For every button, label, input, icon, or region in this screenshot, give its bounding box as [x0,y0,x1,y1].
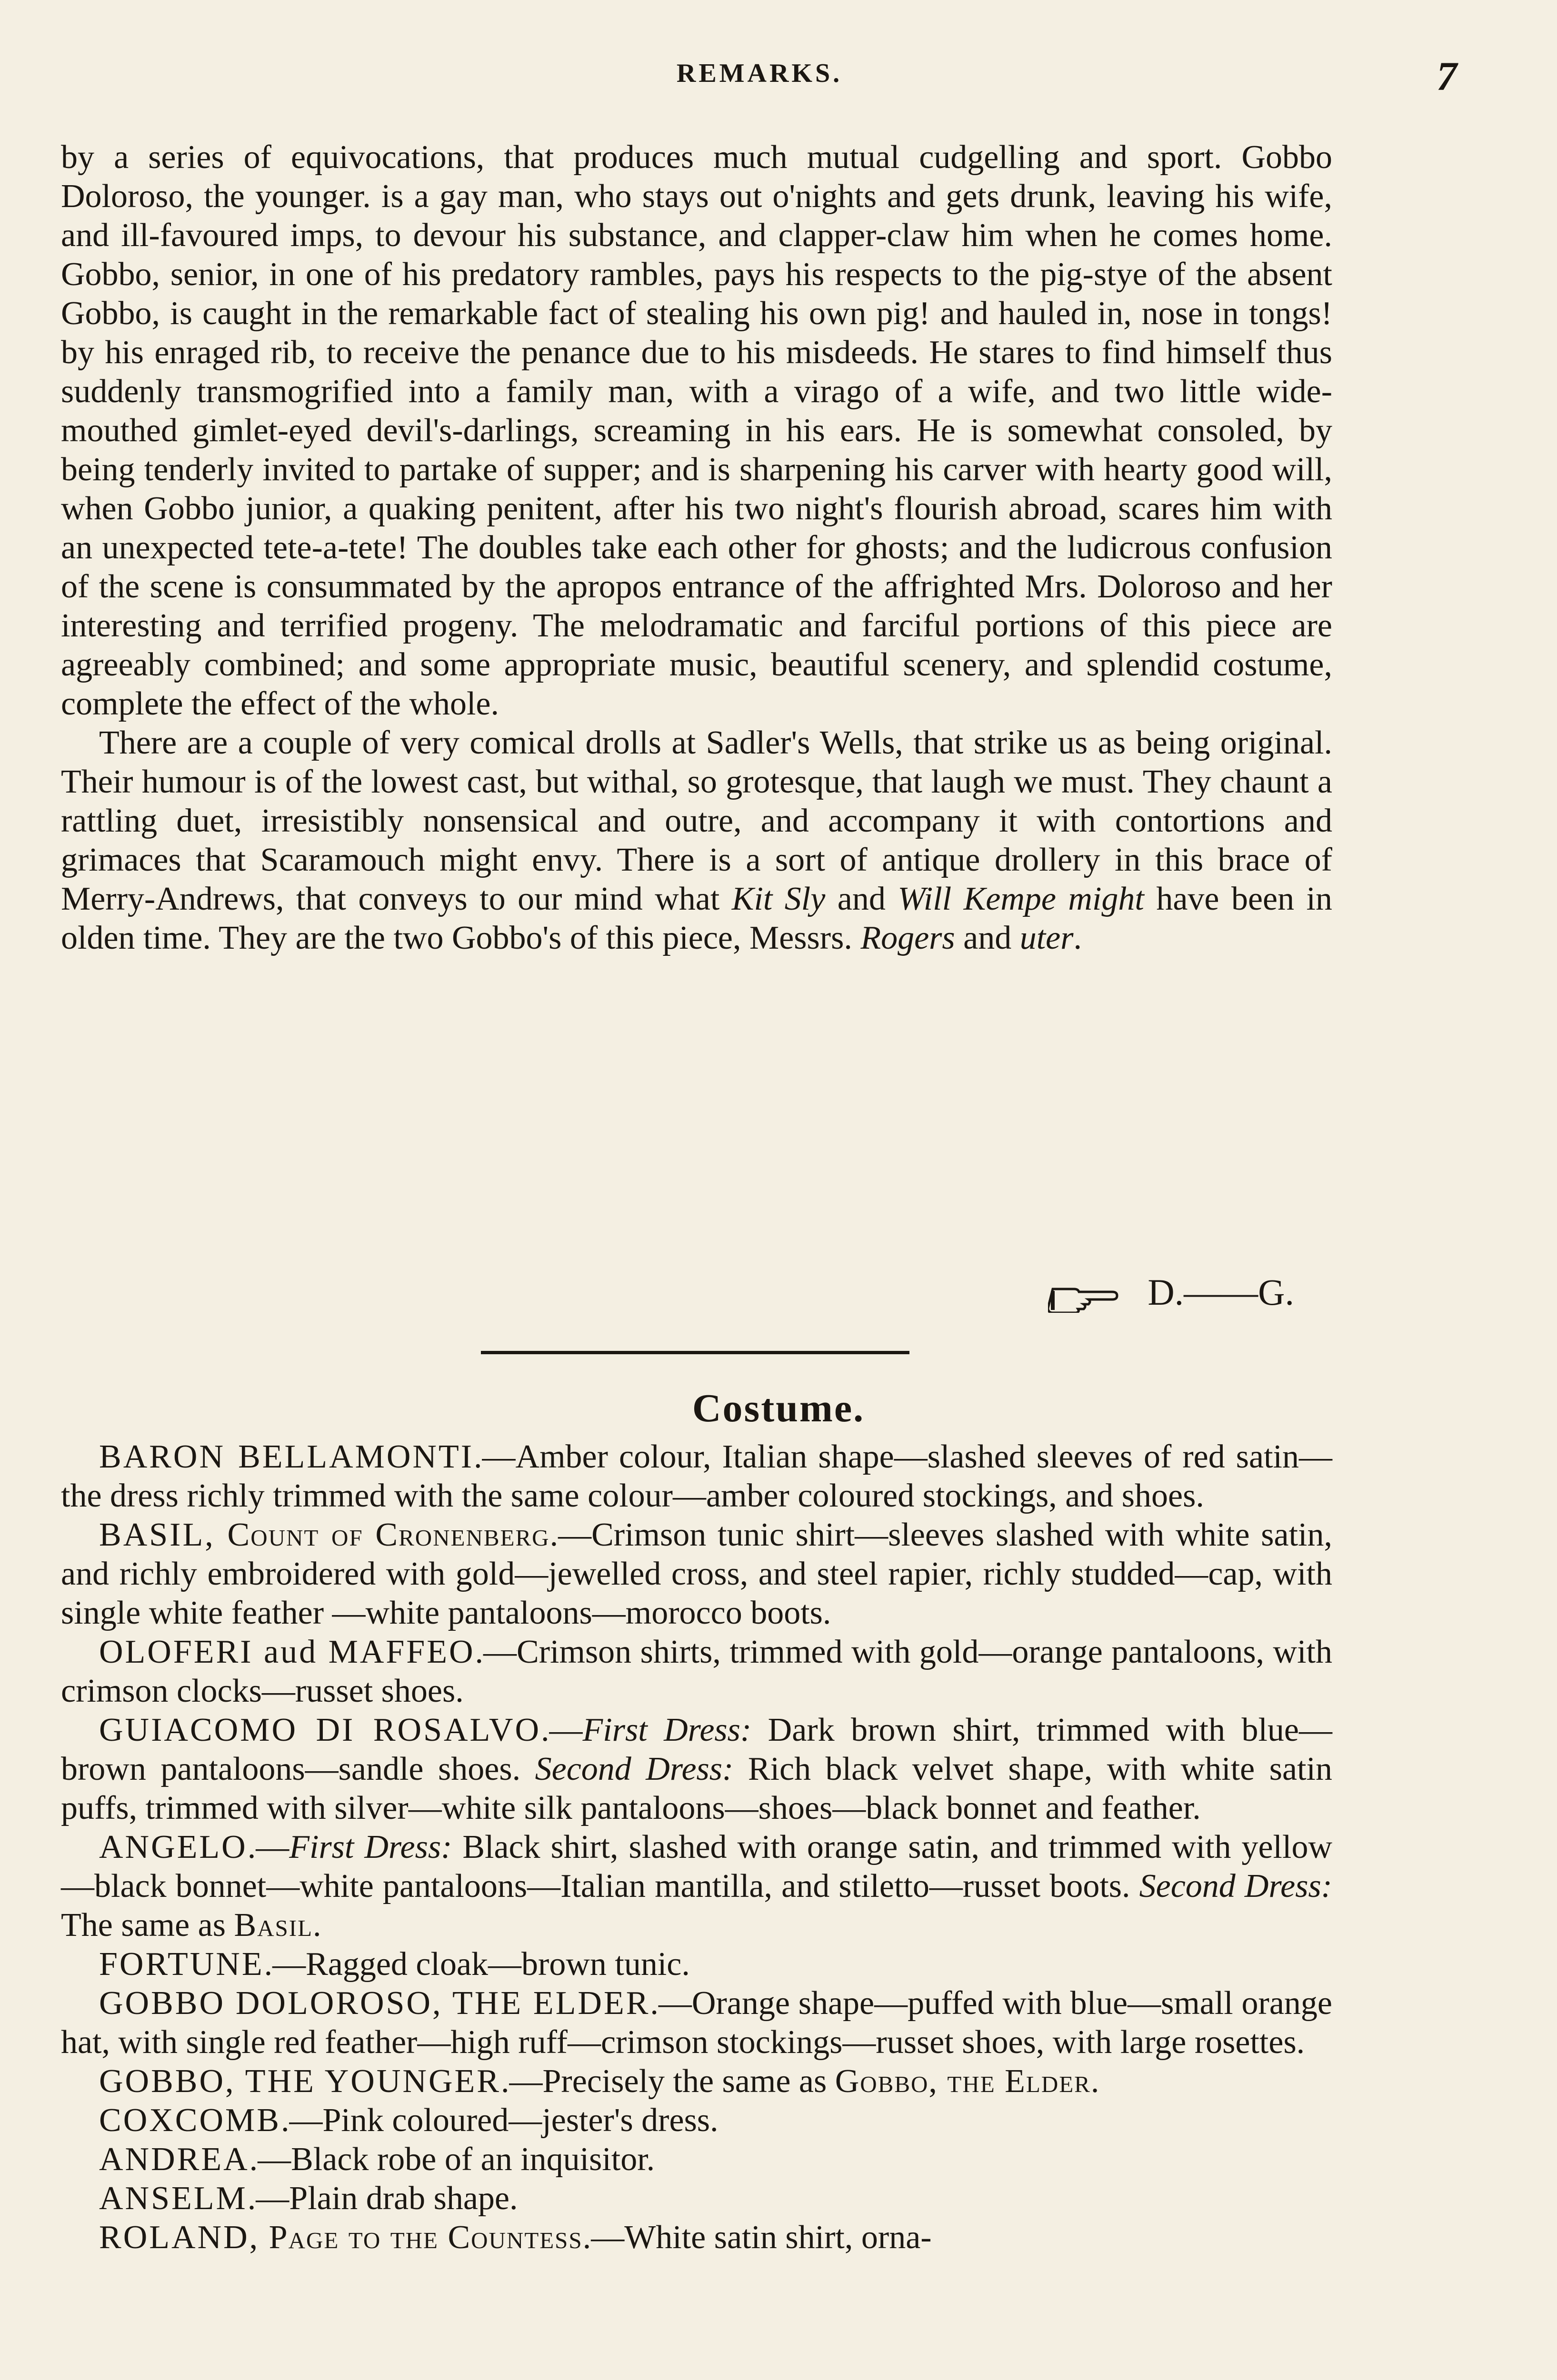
character-name: COXCOMB [99,2102,281,2139]
costume-description: The same as [61,1907,234,1944]
costume-entry-angelo [61,1828,1332,1945]
pointing-hand-icon [1048,1279,1119,1313]
costume-description: .—Amber colour, Italian shape—slashed sleeves of red satin—the dress richly trimmed with the same colour—amber coloured stockings, and shoes. [61,1438,1333,1514]
character-name: GOBBO DOLOROSO, THE ELDER [99,1985,650,2022]
character-name: GOBBO, THE YOUNGER [99,2063,501,2100]
cross-reference: Basil [234,1907,313,1944]
will-kempe-italic: Will Kempe might [898,881,1144,917]
second-dress-label: Second Dress: [1139,1868,1332,1904]
costume-description: Dark brown shirt, trimmed with blue—brown pantaloons—sandle shoes. [61,1712,1332,1787]
cross-reference: Gobbo, the Elder [835,2063,1091,2100]
remarks-paragraph-2-end: . [1073,920,1082,956]
costume-list [61,1438,1332,2257]
costume-entry-coxcomb [61,2101,1332,2140]
costume-entry-fortune [61,1945,1332,1984]
costume-description: .—Crimson shirts, trimmed with gold—orange pantaloons, with crimson clocks—russet shoes. [61,1634,1332,1709]
remarks-paragraph-2 [61,724,1332,958]
costume-entry-gobbo-elder [61,1984,1332,2062]
costume-description: .—Precisely the same as [500,2063,835,2100]
first-dress-label: First Dress: [582,1712,752,1748]
dash: .— [541,1712,583,1748]
section-divider [481,1351,909,1354]
costume-description: Black shirt, slashed with orange satin, and trimmed with yellow—black bonnet—white pantaloons—Italian mantilla, and stiletto—russet boots. [61,1829,1332,1904]
character-name: OLOFERI aud MAFFEO [99,1634,475,1670]
costume-description: .—Plain drab shape. [247,2180,518,2217]
character-name: ROLAND, [99,2219,260,2256]
costume-heading: Costume. [692,1386,865,1430]
period: . [1090,2063,1099,2100]
character-name: GUIACOMO DI ROSALVO [99,1712,541,1748]
costume-entry-andrea [61,2140,1332,2179]
costume-description: .—Crimson tunic shirt—sleeves slashed with white satin, and richly embroidered with gold—jewelled cross, and steel rapier, richly studded—cap, with single white feather —white pantaloons—morocco boots. [61,1517,1332,1631]
second-dress-label: Second Dress: [535,1751,734,1787]
remarks-paragraph-2-text-a: There are a couple of very comical drolls at Sadler's Wells, that strike us as being original. Their humour is of the lowest cast, but withal, so grotesque, that laugh we must. They chaunt a rattling duet, irresistibly nonsensical and outre, and accompany it with contortions and grimaces that Scaramouch might envy. There is a sort of antique drollery in this brace of Merry-Andrews, that conveys to our mind what [61,724,1332,917]
remarks-paragraph-1 [61,138,1332,724]
costume-description: .—Pink coloured—jester's dress. [280,2102,719,2139]
character-name: ANGELO [99,1829,248,1865]
suter-italic: uter [1019,920,1074,956]
remarks-paragraph-2-text-c: and [955,920,1020,956]
character-name: BARON BELLAMONTI [99,1438,474,1475]
costume-entry-oloferi [61,1633,1332,1711]
character-title: Page to the Countess [260,2219,583,2256]
costume-description: .—White satin shirt, orna- [582,2219,932,2256]
period: . [313,1907,321,1944]
costume-description: .—Black robe of an inquisitor. [249,2141,655,2178]
costume-description: .—Ragged cloak—brown tunic. [264,1946,690,1983]
remarks-paragraph-2-and: and [825,881,898,917]
signature-row [61,1271,1294,1314]
kit-sly-italic: Kit Sly [731,881,826,917]
character-title: Count of Cronenberg [215,1517,550,1553]
character-name: BASIL, [99,1517,215,1553]
costume-entry-guiacomo [61,1711,1332,1828]
costume-entry-roland [61,2218,1332,2257]
remarks-paragraph-1-text: by a series of equivocations, that produces much mutual cudgelling and sport. Gobbo Doloroso, the younger. is a gay man, who stays out o'nights and gets drunk, leaving his wife, and ill-favoured imps, to devour his substance, and clapper-claw him when he comes home. Gobbo, senior, in one of his predatory rambles, pays his respects to the pig-stye of the absent Gobbo, is caught in the remarkable fact of stealing his own pig! and hauled in, nose in tongs! by his enraged rib, to receive the penance due to his misdeeds. He stares to find himself thus suddenly transmogrified into a family man, with a virago of a wife, and two little wide-mouthed gimlet-eyed devil's-darlings, screaming in his ears. He is somewhat consoled, by being tenderly invited to partake of supper; and is sharpening his carver with hearty good will, when Gobbo junior, a quaking penitent, after his two night's flourish abroad, scares him with an unexpected tete-a-tete! The doubles take each other for ghosts; and the ludicrous confusion of the scene is consummated by the apropos entrance of the affrighted Mrs. Doloroso and her interesting and terrified progeny. The melodramatic and farciful portions of this piece are agreeably combined; and some appropriate music, beautiful scenery, and splendid costume, complete the effect of the whole. [61,139,1332,722]
page-header [62,53,1457,101]
costume-entry-gobbo-younger [61,2062,1332,2101]
costume-description: Rich black velvet shape, with white satin puffs, trimmed with silver—white silk pantaloons—shoes—black bonnet and feather. [61,1751,1332,1826]
signature: D.——G. [1148,1271,1294,1313]
first-dress-label: First Dress: [289,1829,452,1865]
costume-description: .—Orange shape—puffed with blue—small orange hat, with single red feather—high ruff—crimson stockings—russet shoes, with large rosettes. [61,1985,1332,2061]
character-name: ANSELM [99,2180,248,2217]
running-head: REMARKS. [676,59,843,88]
costume-entry-basil [61,1516,1332,1633]
dash: .— [247,1829,289,1865]
rogers-italic: Rogers [860,920,955,956]
remarks-text [61,138,1332,958]
page-number: 7 [1437,53,1457,99]
character-name: FORTUNE [99,1946,264,1983]
costume-entry-baron [61,1438,1332,1516]
costume-entry-anselm [61,2179,1332,2218]
remarks-paragraph-2-text-b: have been in olden time. They are the two Gobbo's of this piece, Messrs. [61,881,1332,956]
character-name: ANDREA [99,2141,250,2178]
